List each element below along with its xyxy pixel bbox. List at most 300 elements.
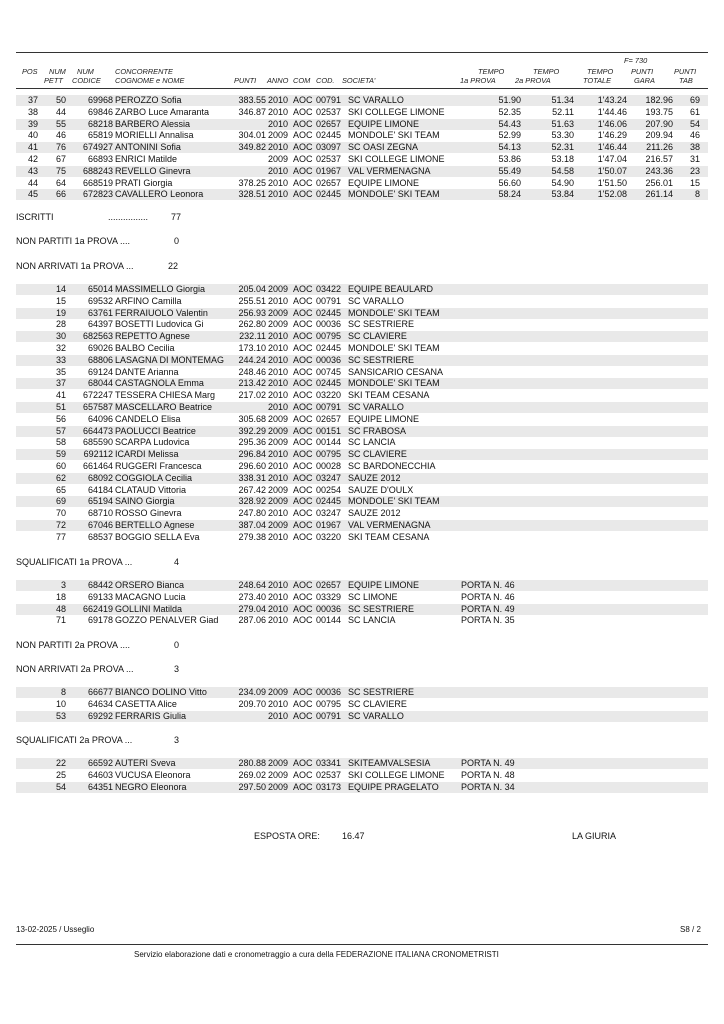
punti-cell: 256.93 — [238, 307, 266, 318]
anno-cell: 2010 — [268, 461, 289, 471]
cod-soc-cell: 00795 — [316, 331, 342, 342]
pos-cell: 37 — [27, 95, 38, 105]
pett-cell: 18 — [55, 591, 66, 602]
codice-cell: 69178 — [87, 615, 113, 626]
punti-cell: 273.40 — [238, 591, 266, 602]
punti-cell: 173.10 — [238, 343, 266, 353]
codice-cell: 688243 — [82, 165, 113, 176]
pett-cell: 65 — [55, 484, 66, 495]
name-cell: CAVALLERO Leonora — [115, 189, 204, 200]
cod-soc-cell: 01967 — [316, 165, 342, 176]
anno-cell: 2009 — [268, 520, 289, 530]
codice-cell: 65194 — [87, 496, 113, 507]
name-cell: MACAGNO Lucia — [115, 591, 186, 602]
list-row — [16, 308, 708, 319]
non-arrivati-2-value: 3 — [174, 664, 180, 674]
pett-cell: 72 — [55, 520, 66, 530]
codice-cell: 68218 — [87, 118, 113, 129]
anno-cell: 2009 — [268, 496, 289, 507]
com-cell: AOC — [293, 106, 313, 117]
list-row — [16, 711, 708, 722]
com-cell: AOC — [293, 165, 313, 176]
punti-cell: 217.02 — [238, 390, 266, 401]
col-tempo-totale-sub: TOTALE — [583, 76, 612, 85]
list-row — [16, 414, 708, 425]
societa-cell: SANSICARIO CESANA — [348, 366, 444, 377]
list-row — [16, 770, 708, 781]
punti-cell: 262.80 — [238, 319, 266, 330]
name-cell: TESSERA CHIESA Marg — [115, 390, 216, 401]
punti-cell: 234.09 — [238, 687, 266, 697]
ranking-row — [16, 142, 708, 153]
societa-cell: SC FRABOSA — [348, 425, 407, 436]
name-cell: BIANCO DOLINO Vitto — [115, 687, 207, 697]
pett-cell: 54 — [55, 781, 66, 792]
anno-cell: 2010 — [268, 615, 289, 626]
pos-cell: 39 — [27, 118, 38, 129]
societa-cell: MONDOLE' SKI TEAM — [348, 189, 440, 200]
cod-soc-cell: 02445 — [316, 189, 342, 200]
pett-cell: 30 — [55, 331, 66, 342]
col-cod: COD. — [316, 76, 335, 85]
societa-cell: EQUIPE LIMONE — [348, 580, 420, 590]
com-cell: AOC — [293, 781, 313, 792]
societa-cell: SKITEAMVALSESIA — [348, 758, 431, 768]
name-cell: ARFINO Camilla — [115, 295, 182, 306]
societa-cell: MONDOLE' SKI TEAM — [348, 130, 440, 141]
com-cell: AOC — [293, 449, 313, 460]
punti-cell: 349.82 — [238, 142, 266, 153]
com-cell: AOC — [293, 437, 313, 448]
squalificati-2-label: SQUALIFICATI 2a PROVA ... — [16, 735, 133, 745]
cod-soc-cell: 02657 — [316, 580, 342, 590]
porta-cell: PORTA N. 46 — [461, 591, 515, 602]
codice-cell: 69124 — [87, 366, 113, 377]
name-cell: BARBERO Alessia — [115, 118, 191, 129]
list-row — [16, 687, 708, 698]
com-cell: AOC — [293, 496, 313, 507]
list-row — [16, 355, 708, 366]
codice-cell: 66592 — [87, 758, 113, 768]
pos-cell: 43 — [27, 165, 38, 176]
col-num-codice: NUM — [77, 67, 94, 76]
com-cell: AOC — [293, 461, 313, 471]
punti-tab-cell: 54 — [689, 118, 700, 129]
punti-cell: 328.51 — [238, 189, 266, 200]
pos-cell: 44 — [27, 177, 38, 188]
cod-soc-cell: 00791 — [316, 710, 342, 721]
footer-date-place: 13-02-2025 / Usseglio — [16, 925, 95, 934]
col-com: COM — [293, 76, 311, 85]
list-row — [16, 343, 708, 354]
societa-cell: SC SESTRIERE — [348, 687, 415, 697]
com-cell: AOC — [293, 591, 313, 602]
com-cell: AOC — [293, 472, 313, 483]
pett-cell: 70 — [55, 508, 66, 519]
list-row — [16, 532, 708, 543]
tempo-totale-cell: 1'46.29 — [597, 130, 627, 141]
tempo2-cell: 52.31 — [551, 142, 574, 153]
societa-cell: SC BARDONECCHIA — [348, 461, 436, 471]
name-cell: AUTERI Sveva — [115, 758, 176, 768]
cod-soc-cell: 00036 — [316, 319, 342, 330]
name-cell: SAINO Giorgia — [115, 496, 175, 507]
com-cell: AOC — [293, 295, 313, 306]
non-arrivati-1-value: 22 — [168, 261, 179, 271]
ranking-row — [16, 166, 708, 177]
cod-soc-cell: 03097 — [316, 142, 342, 153]
cod-soc-cell: 03220 — [316, 531, 342, 542]
cod-soc-cell: 02445 — [316, 378, 342, 389]
anno-cell: 2010 — [268, 165, 289, 176]
societa-cell: SKI TEAM CESANA — [348, 390, 430, 401]
societa-cell: SC LIMONE — [348, 591, 398, 602]
pos-cell: 40 — [27, 130, 38, 141]
cod-soc-cell: 00028 — [316, 461, 342, 471]
tempo2-cell: 53.30 — [551, 130, 574, 141]
tempo1-cell: 55.49 — [498, 165, 521, 176]
tempo1-cell: 54.13 — [498, 142, 521, 153]
cod-soc-cell: 02657 — [316, 177, 342, 188]
societa-cell: SC VARALLO — [348, 402, 404, 412]
punti-cell: 279.38 — [238, 531, 266, 542]
name-cell: SCARPA Ludovica — [115, 437, 190, 448]
anno-cell: 2009 — [268, 319, 289, 330]
esposta-ore-value: 16.47 — [342, 831, 365, 841]
codice-cell: 68710 — [87, 508, 113, 519]
codice-cell: 69133 — [87, 591, 113, 602]
cod-soc-cell: 00036 — [316, 603, 342, 614]
codice-cell: 668519 — [82, 177, 113, 188]
list-row — [16, 390, 708, 401]
punti-cell: 287.06 — [238, 615, 266, 626]
punti-tab-cell: 61 — [689, 106, 700, 117]
pos-cell: 45 — [27, 189, 38, 200]
com-cell: AOC — [293, 402, 313, 412]
esposta-ore-label: ESPOSTA ORE: — [254, 831, 320, 841]
name-cell: MASSIMELLO Giorgia — [115, 284, 206, 294]
codice-cell: 68092 — [87, 472, 113, 483]
societa-cell: SC LANCIA — [348, 615, 396, 626]
cod-soc-cell: 03220 — [316, 390, 342, 401]
pett-cell: 25 — [55, 769, 66, 780]
porta-cell: PORTA N. 49 — [461, 603, 515, 614]
punti-cell: 305.68 — [238, 413, 266, 424]
societa-cell: SC VARALLO — [348, 710, 404, 721]
tempo1-cell: 54.43 — [498, 118, 521, 129]
anno-cell: 2010 — [268, 295, 289, 306]
cod-soc-cell: 00151 — [316, 425, 342, 436]
list-row — [16, 699, 708, 710]
porta-cell: PORTA N. 35 — [461, 615, 515, 626]
codice-cell: 68442 — [87, 580, 113, 590]
cod-soc-cell: 03247 — [316, 472, 342, 483]
pett-cell: 66 — [55, 189, 66, 200]
name-cell: REPETTO Agnese — [115, 331, 190, 342]
pos-cell: 38 — [27, 106, 38, 117]
anno-cell: 2009 — [268, 437, 289, 448]
codice-cell: 64397 — [87, 319, 113, 330]
tempo-totale-cell: 1'44.46 — [597, 106, 627, 117]
codice-cell: 64603 — [87, 769, 113, 780]
anno-cell: 2010 — [268, 106, 289, 117]
pett-cell: 48 — [55, 603, 66, 614]
codice-cell: 66677 — [87, 687, 113, 697]
list-row — [16, 402, 708, 413]
pett-cell: 59 — [55, 449, 66, 460]
pett-cell: 56 — [55, 413, 66, 424]
codice-cell: 64096 — [87, 413, 113, 424]
cod-soc-cell: 02445 — [316, 307, 342, 318]
name-cell: PEROZZO Sofia — [115, 95, 182, 105]
codice-cell: 68537 — [87, 531, 113, 542]
name-cell: CANDELO Elisa — [115, 413, 181, 424]
com-cell: AOC — [293, 142, 313, 153]
tempo-totale-cell: 1'51.50 — [597, 177, 627, 188]
pett-cell: 3 — [60, 580, 66, 590]
anno-cell: 2010 — [268, 378, 289, 389]
com-cell: AOC — [293, 710, 313, 721]
name-cell: ANTONINI Sofia — [115, 142, 181, 153]
pett-cell: 14 — [55, 284, 66, 294]
name-cell: BOGGIO SELLA Eva — [115, 531, 200, 542]
codice-cell: 66893 — [87, 154, 113, 164]
punti-cell: 209.70 — [238, 698, 266, 709]
pett-cell: 19 — [55, 307, 66, 318]
porta-cell: PORTA N. 48 — [461, 769, 515, 780]
name-cell: COGGIOLA Cecilia — [115, 472, 193, 483]
anno-cell: 2009 — [268, 687, 289, 697]
pett-cell: 33 — [55, 354, 66, 365]
tempo2-cell: 54.90 — [551, 177, 574, 188]
com-cell: AOC — [293, 580, 313, 590]
pett-cell: 15 — [55, 295, 66, 306]
list-row — [16, 615, 708, 626]
codice-cell: 68044 — [87, 378, 113, 389]
name-cell: BERTELLO Agnese — [115, 520, 195, 530]
codice-cell: 661464 — [82, 461, 113, 471]
footer-credit: Servizio elaborazione dati e cronometraggio a cura della FEDERAZIONE ITALIANA CRONOMETRISTI — [134, 950, 499, 959]
tempo1-cell: 52.35 — [498, 106, 521, 117]
societa-cell: SKI COLLEGE LIMONE — [348, 106, 445, 117]
list-row — [16, 367, 708, 378]
societa-cell: SKI COLLEGE LIMONE — [348, 769, 445, 780]
pett-cell: 46 — [55, 130, 66, 141]
name-cell: ORSERO Bianca — [115, 580, 185, 590]
giuria-label: LA GIURIA — [572, 831, 617, 841]
com-cell: AOC — [293, 95, 313, 105]
punti-tab-cell: 8 — [694, 189, 700, 200]
col-tempo-totale: TEMPO — [587, 67, 614, 76]
punti-cell: 297.50 — [238, 781, 266, 792]
anno-cell: 2009 — [268, 769, 289, 780]
societa-cell: SC SESTRIERE — [348, 319, 415, 330]
codice-cell: 69968 — [87, 95, 113, 105]
footer-page-number: S8 / 2 — [680, 925, 701, 934]
cod-soc-cell: 00791 — [316, 402, 342, 412]
punti-cell: 247.80 — [238, 508, 266, 519]
name-cell: MASCELLARO Beatrice — [115, 402, 213, 412]
anno-cell: 2010 — [268, 603, 289, 614]
anno-cell: 2010 — [268, 698, 289, 709]
punti-tab-cell: 15 — [689, 177, 700, 188]
tempo1-cell: 56.60 — [498, 177, 521, 188]
name-cell: CLATAUD Vittoria — [115, 484, 187, 495]
codice-cell: 674927 — [82, 142, 113, 153]
anno-cell: 2009 — [268, 284, 289, 294]
pett-cell: 50 — [55, 95, 66, 105]
punti-cell: 267.42 — [238, 484, 266, 495]
punti-gara-cell: 182.96 — [645, 95, 673, 105]
col-punti-gara: PUNTI — [631, 67, 654, 76]
codice-cell: 64184 — [87, 484, 113, 495]
list-row — [16, 426, 708, 437]
name-cell: GOZZO PENALVER Giad — [115, 615, 219, 626]
pett-cell: 75 — [55, 165, 66, 176]
anno-cell: 2009 — [268, 758, 289, 768]
codice-cell: 64634 — [87, 698, 113, 709]
name-cell: CASTAGNOLA Emma — [115, 378, 204, 389]
codice-cell: 67046 — [87, 520, 113, 530]
societa-cell: VAL VERMENAGNA — [348, 520, 431, 530]
ranking-row — [16, 178, 708, 189]
codice-cell: 69026 — [87, 343, 113, 353]
codice-cell: 682563 — [82, 331, 113, 342]
cod-soc-cell: 00036 — [316, 354, 342, 365]
col-num-codice-sub: CODICE — [72, 76, 101, 85]
ranking-row — [16, 119, 708, 130]
tempo-totale-cell: 1'46.44 — [597, 142, 627, 153]
societa-cell: SC CLAVIERE — [348, 698, 407, 709]
societa-cell: SC VARALLO — [348, 95, 404, 105]
com-cell: AOC — [293, 615, 313, 626]
pett-cell: 44 — [55, 106, 66, 117]
pett-cell: 64 — [55, 177, 66, 188]
cod-soc-cell: 02537 — [316, 154, 342, 164]
header-rule — [16, 88, 708, 89]
societa-cell: SC SESTRIERE — [348, 354, 415, 365]
anno-cell: 2010 — [268, 366, 289, 377]
punti-cell: 244.24 — [238, 354, 266, 365]
anno-cell: 2010 — [268, 402, 289, 412]
societa-cell: SC LANCIA — [348, 437, 396, 448]
factor-label: F= 730 — [624, 56, 648, 65]
societa-cell: SAUZE D'OULX — [348, 484, 414, 495]
anno-cell: 2009 — [268, 154, 289, 164]
tempo2-cell: 53.84 — [551, 189, 574, 200]
name-cell: ICARDI Melissa — [115, 449, 179, 460]
com-cell: AOC — [293, 378, 313, 389]
punti-cell: 295.36 — [238, 437, 266, 448]
com-cell: AOC — [293, 413, 313, 424]
com-cell: AOC — [293, 343, 313, 353]
punti-cell: 280.88 — [238, 758, 266, 768]
cod-soc-cell: 01967 — [316, 520, 342, 530]
punti-cell: 346.87 — [238, 106, 266, 117]
cod-soc-cell: 00791 — [316, 295, 342, 306]
name-cell: REVELLO Ginevra — [115, 165, 191, 176]
com-cell: AOC — [293, 331, 313, 342]
tempo1-cell: 53.86 — [498, 154, 521, 164]
name-cell: ENRICI Matilde — [115, 154, 178, 164]
pett-cell: 51 — [55, 402, 66, 412]
col-cognome-nome: COGNOME e NOME — [115, 76, 185, 85]
name-cell: FERRAIUOLO Valentin — [115, 307, 208, 318]
punti-cell: 255.51 — [238, 295, 266, 306]
societa-cell: EQUIPE LIMONE — [348, 177, 420, 188]
pett-cell: 76 — [55, 142, 66, 153]
punti-gara-cell: 193.75 — [645, 106, 673, 117]
name-cell: GOLLINI Matilda — [115, 603, 183, 614]
list-row — [16, 284, 708, 295]
anno-cell: 2009 — [268, 781, 289, 792]
name-cell: RUGGERI Francesca — [115, 461, 202, 471]
pett-cell: 67 — [55, 154, 66, 164]
societa-cell: MONDOLE' SKI TEAM — [348, 343, 440, 353]
societa-cell: SKI COLLEGE LIMONE — [348, 154, 445, 164]
codice-cell: 68806 — [87, 354, 113, 365]
punti-cell: 248.64 — [238, 580, 266, 590]
cod-soc-cell: 03173 — [316, 781, 342, 792]
porta-cell: PORTA N. 49 — [461, 758, 515, 768]
col-concorrente: CONCORRENTE — [115, 67, 173, 76]
name-cell: PAOLUCCI Beatrice — [115, 425, 196, 436]
punti-cell: 279.04 — [238, 603, 266, 614]
punti-gara-cell: 243.36 — [645, 165, 673, 176]
pett-cell: 58 — [55, 437, 66, 448]
pett-cell: 57 — [55, 425, 66, 436]
societa-cell: EQUIPE BEAULARD — [348, 284, 434, 294]
col-tempo1: TEMPO — [478, 67, 505, 76]
com-cell: AOC — [293, 603, 313, 614]
societa-cell: SC SESTRIERE — [348, 603, 415, 614]
punti-gara-cell: 207.90 — [645, 118, 673, 129]
com-cell: AOC — [293, 769, 313, 780]
punti-cell: 383.55 — [238, 95, 266, 105]
punti-tab-cell: 69 — [689, 95, 700, 105]
name-cell: MORIELLI Annalisa — [115, 130, 194, 141]
list-row — [16, 485, 708, 496]
societa-cell: VAL VERMENAGNA — [348, 165, 431, 176]
anno-cell: 2010 — [268, 710, 289, 721]
list-row — [16, 296, 708, 307]
anno-cell: 2010 — [268, 449, 289, 460]
com-cell: AOC — [293, 354, 313, 365]
codice-cell: 69846 — [87, 106, 113, 117]
anno-cell: 2010 — [268, 343, 289, 353]
societa-cell: MONDOLE' SKI TEAM — [348, 378, 440, 389]
anno-cell: 2010 — [268, 118, 289, 129]
societa-cell: EQUIPE LIMONE — [348, 413, 420, 424]
punti-gara-cell: 209.94 — [645, 130, 673, 141]
cod-soc-cell: 00036 — [316, 687, 342, 697]
list-row — [16, 473, 708, 484]
com-cell: AOC — [293, 531, 313, 542]
list-row — [16, 592, 708, 603]
cod-soc-cell: 02445 — [316, 130, 342, 141]
list-row — [16, 520, 708, 531]
ranking-row — [16, 130, 708, 141]
cod-soc-cell: 02657 — [316, 413, 342, 424]
anno-cell: 2010 — [268, 331, 289, 342]
anno-cell: 2010 — [268, 95, 289, 105]
pett-cell: 60 — [55, 461, 66, 471]
com-cell: AOC — [293, 390, 313, 401]
codice-cell: 69532 — [87, 295, 113, 306]
pett-cell: 32 — [55, 343, 66, 353]
tempo-totale-cell: 1'50.07 — [597, 165, 627, 176]
codice-cell: 692112 — [83, 449, 113, 460]
